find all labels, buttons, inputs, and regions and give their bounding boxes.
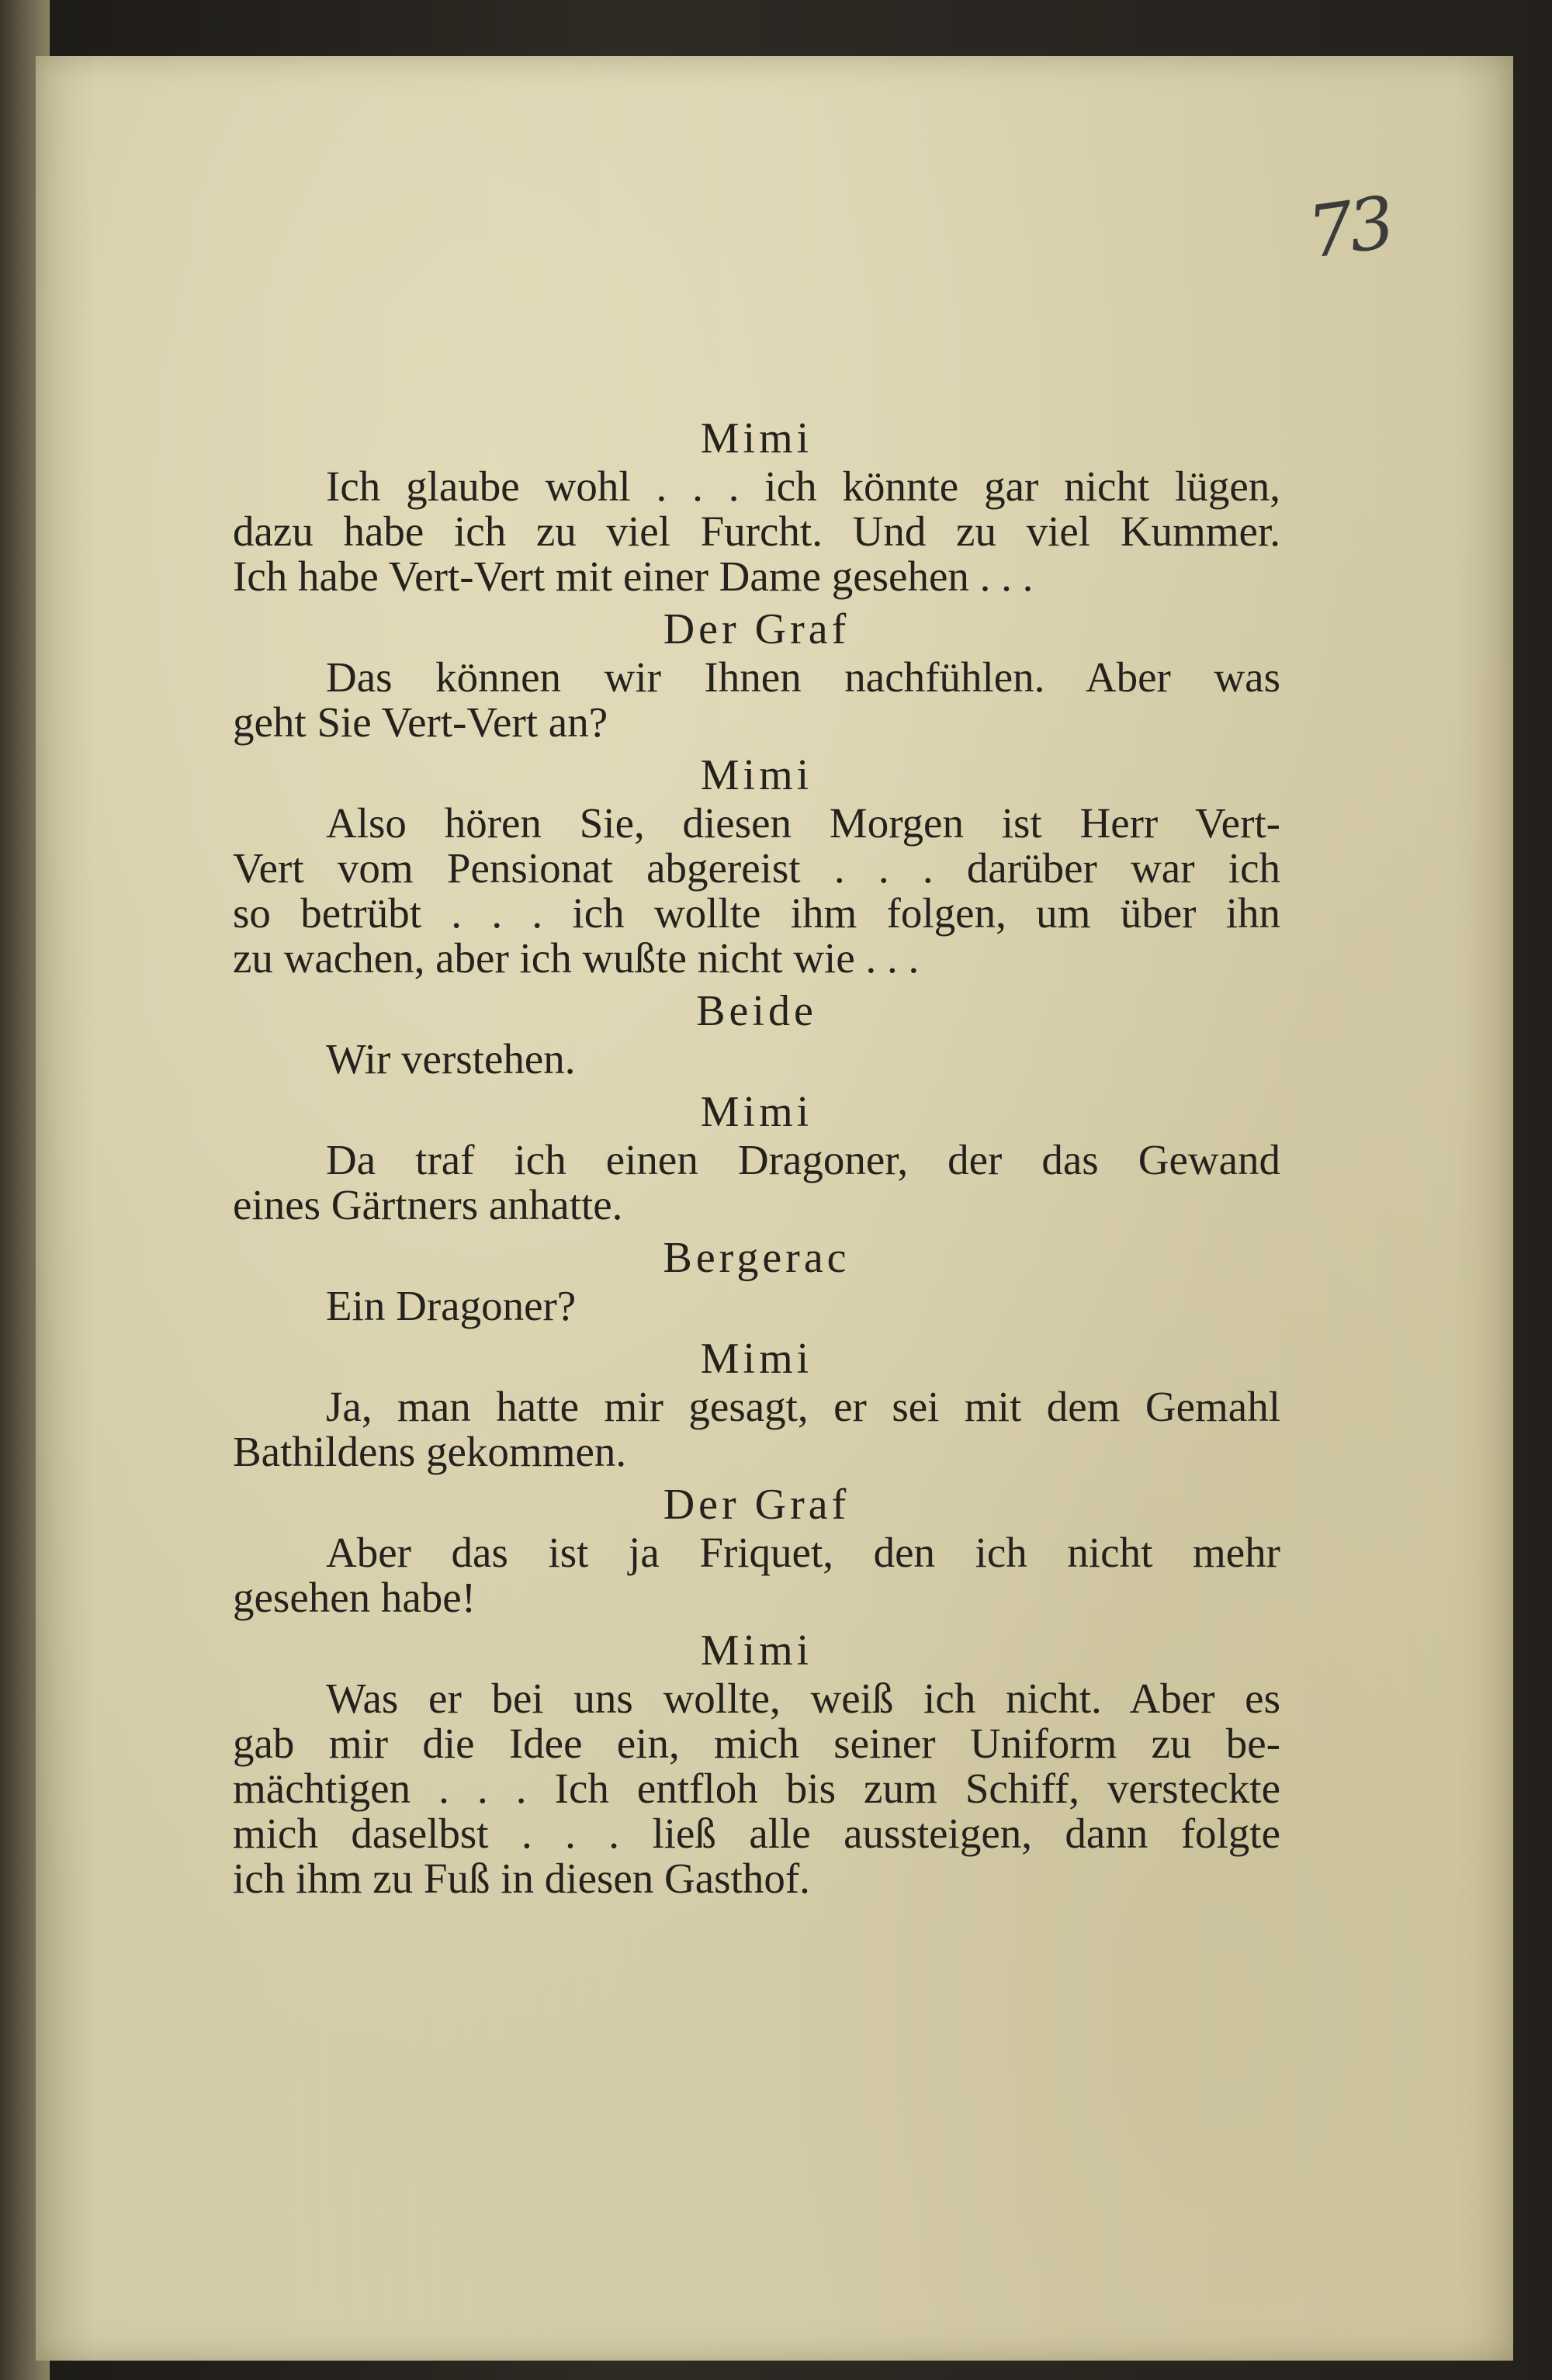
speech-line: so betrübt . . . ich wollte ihm folgen, um über ihn: [233, 889, 1280, 937]
speech-block: [233, 1284, 1280, 1329]
speech-line: Ich habe Vert-Vert mit einer Dame gesehen . . .: [233, 553, 1034, 600]
speech-line: Vert vom Pensionat abgereist . . . darüber war ich: [233, 844, 1280, 892]
play-dialogue: [233, 410, 1280, 1906]
speech-block: [233, 1530, 1280, 1620]
speech-line: ich ihm zu Fuß in diesen Gasthof.: [233, 1855, 810, 1902]
speech-block: [233, 1037, 1280, 1082]
speaker-name: Mimi: [700, 414, 813, 462]
speech-line: Ein Dragoner?: [326, 1282, 577, 1329]
speech-line: geht Sie Vert-Vert an?: [233, 698, 608, 746]
speech-block: [233, 1384, 1280, 1474]
speech-line: dazu habe ich zu viel Furcht. Und zu viel Kummer.: [233, 508, 1280, 555]
speech-block: [233, 464, 1280, 599]
speaker-name: Der Graf: [663, 605, 850, 653]
speech-line: zu wachen, aber ich wußte nicht wie . . .: [233, 934, 920, 982]
speech-line: mich daselbst . . . ließ alle aussteigen, dann folgte: [233, 1810, 1280, 1857]
speech-line: Ja, man hatte mir gesagt, er sei mit dem Gemahl: [326, 1383, 1280, 1430]
speech-line: Da traf ich einen Dragoner, der das Gewand: [326, 1136, 1280, 1183]
speaker-name: Mimi: [700, 1335, 813, 1383]
speech-line: Wir verstehen.: [326, 1035, 576, 1083]
speech-line: gab mir die Idee ein, mich seiner Uniform zu be-: [233, 1720, 1280, 1767]
speech-line: Aber das ist ja Friquet, den ich nicht mehr: [326, 1529, 1280, 1576]
handwritten-page-number: 73: [1303, 181, 1396, 275]
speaker-name: Bergerac: [663, 1234, 850, 1282]
speech-line: eines Gärtners anhatte.: [233, 1181, 623, 1228]
speech-block: [233, 1676, 1280, 1901]
speech-block: [233, 801, 1280, 981]
speech-line: gesehen habe!: [233, 1574, 476, 1621]
speech-line: Ich glaube wohl . . . ich könnte gar nicht lügen,: [326, 462, 1280, 510]
speech-line: Also hören Sie, diesen Morgen ist Herr Vert-: [326, 799, 1280, 847]
speech-block: [233, 1138, 1280, 1228]
speech-line: Was er bei uns wollte, weiß ich nicht. Aber es: [326, 1675, 1280, 1722]
speaker-name: Mimi: [700, 1627, 813, 1675]
speech-line: Bathildens gekommen.: [233, 1428, 627, 1475]
speaker-name: Mimi: [700, 1088, 813, 1136]
speaker-name: Beide: [696, 987, 817, 1035]
speech-block: [233, 655, 1280, 745]
speech-line: mächtigen . . . Ich entfloh bis zum Schiff, versteckte: [233, 1765, 1280, 1812]
speech-line: Das können wir Ihnen nachfühlen. Aber was: [326, 653, 1280, 701]
speaker-name: Mimi: [700, 751, 813, 799]
speaker-name: Der Graf: [663, 1481, 850, 1529]
